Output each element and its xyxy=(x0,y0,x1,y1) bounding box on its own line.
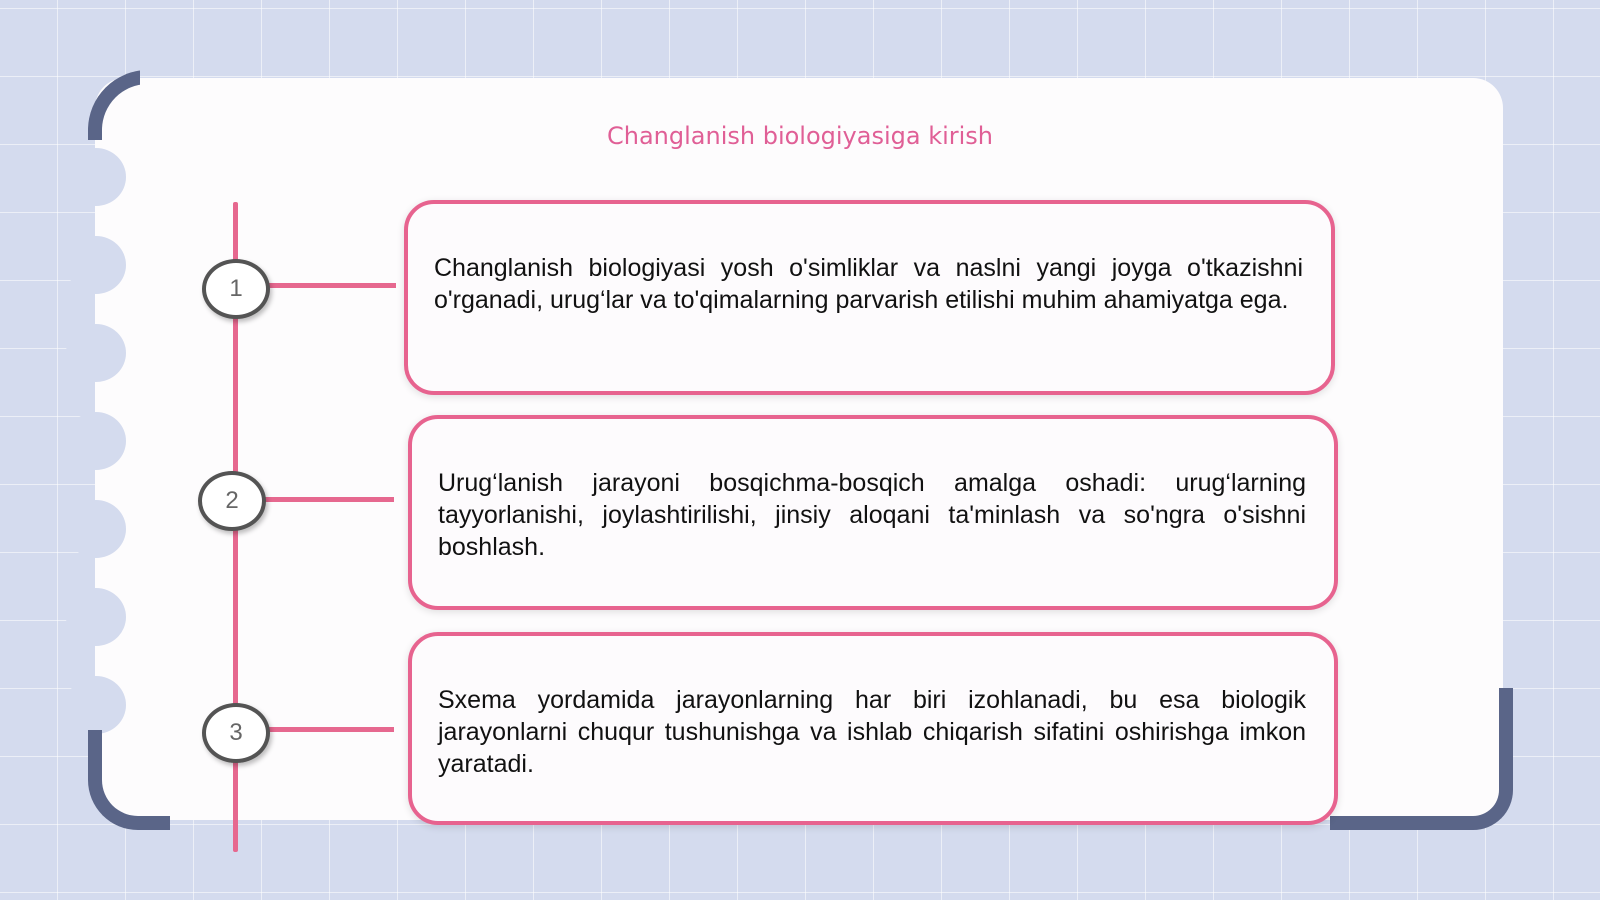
step-connector-2 xyxy=(264,497,394,502)
step-number-3: 3 xyxy=(202,703,270,763)
card-edge-scallop xyxy=(66,324,126,382)
step-connector-3 xyxy=(268,727,394,732)
card-edge-scallop xyxy=(66,412,126,470)
step-text-2: Urug‘lanish jarayoni bosqichma-bosqich amalga oshadi: urug‘larning tayyorlanishi, joylashtirilishi, jinsiy aloqani ta'minlash va so'ngra o'sishni boshlash. xyxy=(438,469,1306,561)
step-box-1 xyxy=(404,200,1335,395)
step-number-2: 2 xyxy=(198,471,266,531)
slide-title: Changlanish biologiyasiga kirish xyxy=(606,122,994,150)
card-edge-scallop xyxy=(66,500,126,558)
step-text-3: Sxema yordamida jarayonlarning har biri izohlanadi, bu esa biologik jarayonlarni chuqur tushunishga va ishlab chiqarish sifatini oshirishga imkon yaratadi. xyxy=(438,686,1306,778)
card-edge-scallop xyxy=(66,148,126,206)
card-edge-scallop xyxy=(66,676,126,734)
step-text-1: Changlanish biologiyasi yosh o'simliklar va naslni yangi joyga o'tkazishni o'rganadi, urug‘lar va to'qimalarning parvarish etilishi muhim ahamiyatga ega. xyxy=(434,254,1303,314)
step-number-1: 1 xyxy=(202,259,270,319)
card-edge-scallop xyxy=(66,236,126,294)
step-box-2 xyxy=(408,415,1338,610)
card-edge-scallop xyxy=(66,588,126,646)
step-connector-1 xyxy=(268,283,396,288)
frame-corner-bottom-right xyxy=(1330,688,1513,830)
step-box-3 xyxy=(408,632,1338,825)
